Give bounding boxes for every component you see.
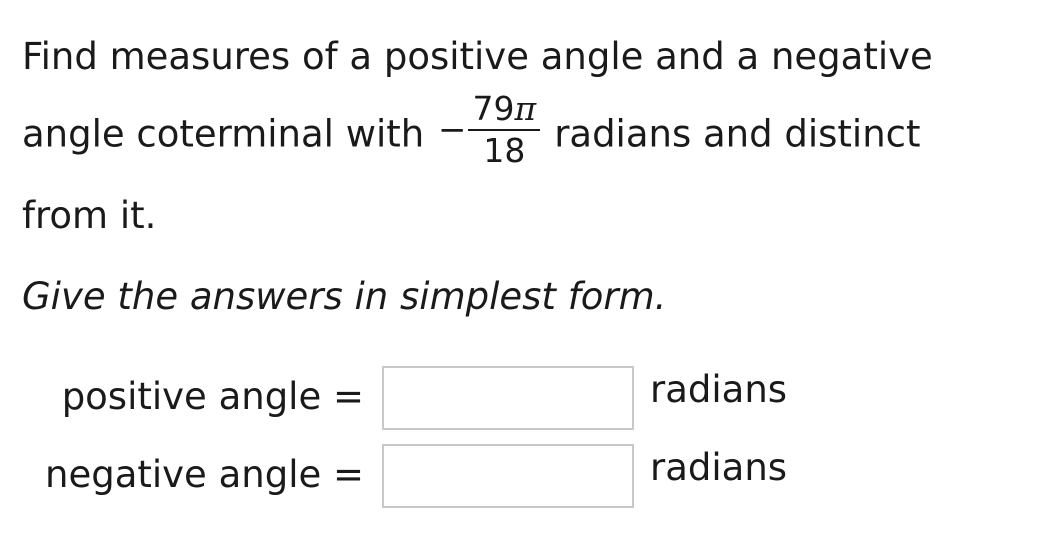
- question-line-3: from it.: [22, 194, 157, 237]
- instruction-text: Give the answers in simplest form.: [22, 275, 667, 318]
- question-line-2-end: radians and distinct: [554, 112, 921, 156]
- angle-fraction: [438, 89, 540, 171]
- pi-symbol: π: [514, 89, 537, 128]
- negative-angle-unit: radians: [650, 446, 788, 489]
- positive-angle-unit: radians: [650, 368, 788, 411]
- negative-angle-input[interactable]: [382, 444, 634, 508]
- positive-angle-label: positive angle =: [61, 375, 364, 418]
- question-line-2-start: angle coterminal with: [22, 112, 425, 156]
- question-line-1: Find measures of a positive angle and a negative: [22, 35, 933, 78]
- positive-angle-input[interactable]: [382, 366, 634, 430]
- fraction-denominator: 18: [483, 131, 526, 170]
- question-line-2: [22, 89, 1032, 177]
- question-text: [22, 18, 1032, 254]
- fraction-numerator: [468, 89, 540, 131]
- negative-angle-label: negative angle =: [45, 453, 364, 496]
- positive-angle-row: [0, 366, 1049, 430]
- negative-angle-row: [0, 444, 1049, 508]
- numerator-value: 79: [472, 89, 515, 128]
- fraction: [468, 89, 540, 171]
- fraction-sign: −: [437, 109, 467, 150]
